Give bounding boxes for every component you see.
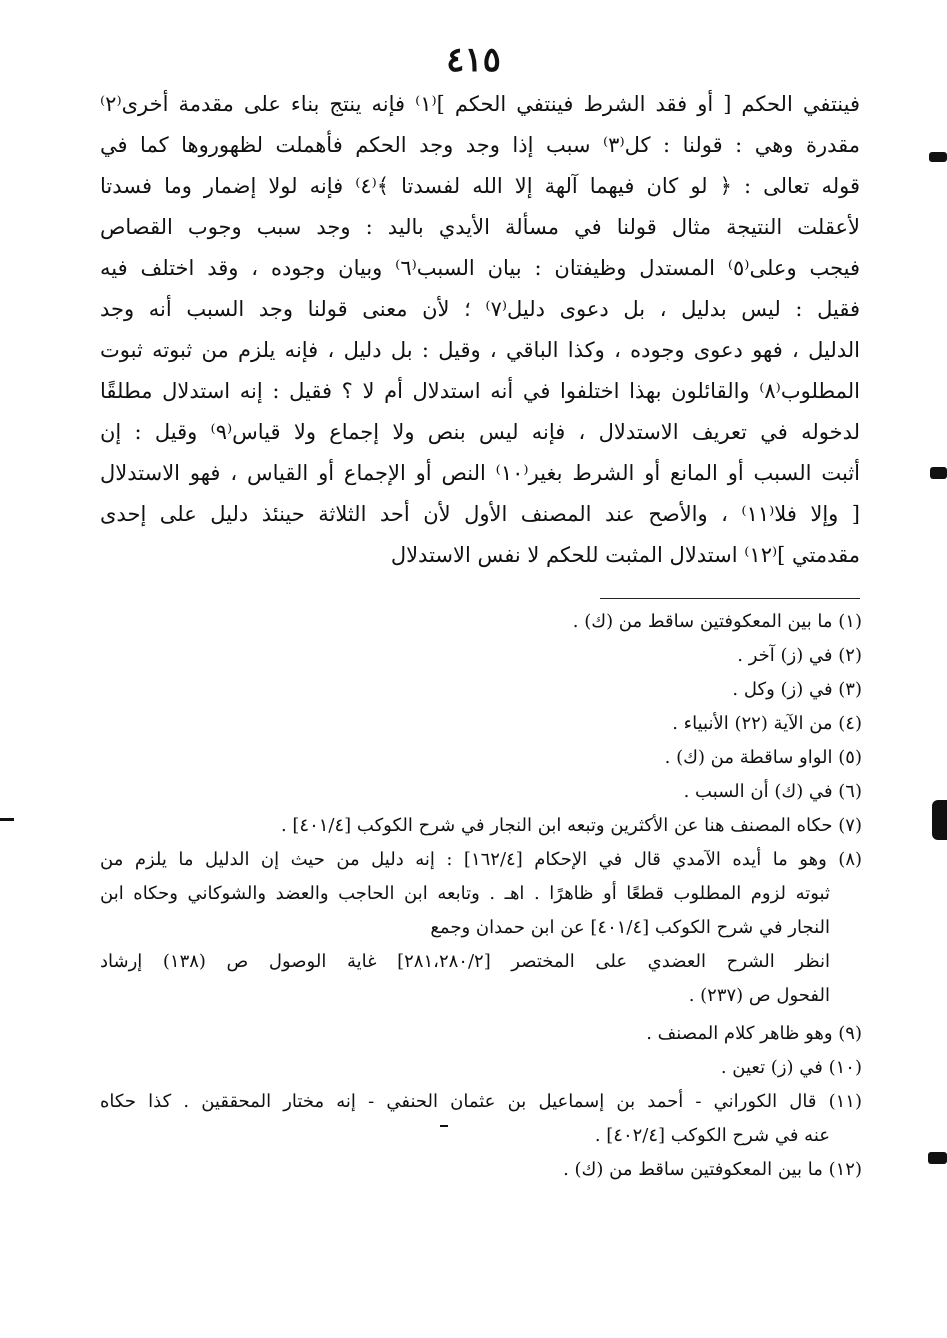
- text-line: فقيل : ليس بدليل ، بل دعوى دليل⁽٧⁾ ؛ لأن معنى قولنا وجد السبب أنه وجد: [100, 297, 860, 321]
- footnote-divider: [600, 598, 860, 599]
- scan-edge-mark: [928, 1152, 947, 1164]
- text-line: أثبت السبب أو المانع أو الشرط بغير⁽١٠⁾ النص أو الإجماع أو القياس ، فهو الاستدلال: [100, 461, 860, 485]
- footnote-8: (٨) وهو ما أيده الآمدي قال في الإحكام [١٦٢/٤] : إنه دليل من حيث إن الدليل ما يلزم من: [100, 849, 862, 870]
- footnote-1: (١) ما بين المعكوفتين ساقط من (ك) .: [572, 611, 862, 632]
- text-line: الدليل ، فهو دعوى وجوده ، وكذا الباقي ، وقيل : بل دليل ، فإنه يلزم من ثبوته ثبوت: [100, 338, 860, 362]
- footnote-12: (١٢) ما بين المعكوفتين ساقط من (ك) .: [563, 1159, 862, 1180]
- footnote-10: (١٠) في (ز) تعين .: [720, 1057, 862, 1078]
- footnote-8-continuation: ثبوته لزوم المطلوب قطعًا أو ظاهرًا . اهـ . وتابعه ابن الحاجب والعضد والشوكاني وحكاه ابن: [100, 883, 830, 904]
- footnote-8-continuation: النجار في شرح الكوكب [٤٠١/٤] عن ابن حمدان وجمع: [430, 917, 830, 938]
- page-number: ٤١٥: [446, 40, 501, 80]
- scan-edge-mark: [930, 467, 947, 479]
- footnote-11: (١١) قال الكوراني - أحمد بن إسماعيل بن عثمان الحنفي - إنه مختار المحققين . كذا حكاه: [100, 1091, 862, 1112]
- text-line: المطلوب⁽٨⁾ والقائلون بهذا اختلفوا في أنه استدلال أم لا ؟ فقيل : إنه استدلال مطلقًا: [100, 379, 860, 403]
- text-line: فينتفي الحكم [ أو فقد الشرط فينتفي الحكم ]⁽١⁾ فإنه ينتج بناء على مقدمة أخرى⁽٢⁾: [100, 92, 860, 116]
- text-line: لأعقلت النتيجة مثال قولنا في مسألة الأيدي باليد : وجد سبب وجوب القصاص: [100, 215, 860, 239]
- footnote-8-continuation: الفحول ص (٢٣٧) .: [688, 985, 830, 1006]
- text-line: لدخوله في تعريف الاستدلال ، فإنه ليس بنص ولا إجماع ولا قياس⁽٩⁾ وقيل : إن: [100, 420, 860, 444]
- footnote-8-continuation: انظر الشرح العضدي على المختصر [٢٨١،٢٨٠/٢] غاية الوصول ص (١٣٨) إرشاد: [100, 951, 830, 972]
- text-line: فيجب وعلى⁽٥⁾ المستدل وظيفتان : بيان السبب⁽٦⁾ وبيان وجوده ، وقد اختلف فيه: [100, 256, 860, 280]
- footnote-5: (٥) الواو ساقطة من (ك) .: [664, 747, 862, 768]
- footnote-4: (٤) من الآية (٢٢) الأنبياء .: [672, 713, 862, 734]
- footnotes: [100, 605, 862, 1187]
- main-text: [100, 84, 860, 576]
- footnote-3: (٣) في (ز) وكل .: [732, 679, 862, 700]
- scan-speck: [440, 1125, 448, 1127]
- footnote-2: (٢) في (ز) آخر .: [737, 645, 862, 666]
- footnote-11-continuation: عنه في شرح الكوكب [٤٠٢/٤] .: [594, 1125, 830, 1146]
- text-line: قوله تعالى : ﴿ لو كان فيهما آلهة إلا الله لفسدتا ﴾⁽٤⁾ فإنه لولا إضمار وما فسدتا: [100, 174, 860, 198]
- footnote-6: (٦) في (ك) أن السبب .: [683, 781, 862, 802]
- footnote-7: (٧) حكاه المصنف هنا عن الأكثرين وتبعه ابن النجار في شرح الكوكب [٤٠١/٤] .: [280, 815, 862, 836]
- scan-edge-mark: [932, 800, 947, 840]
- scan-edge-mark: [929, 152, 947, 162]
- text-line: [ وإلا فلا⁽١١⁾ ، والأصح عند المصنف الأول لأن أحد الثلاثة حينئذ دليل على إحدى: [100, 502, 860, 526]
- scan-edge-mark: [0, 818, 14, 821]
- text-line: مقدرة وهي : قولنا : كل⁽٣⁾ سبب إذا وجد وجد الحكم فأهملت لظهوروها كما في: [100, 133, 860, 157]
- text-line: مقدمتي ]⁽١٢⁾ استدلال المثبت للحكم لا نفس الاستدلال: [390, 543, 860, 567]
- footnote-9: (٩) وهو ظاهر كلام المصنف .: [646, 1023, 862, 1044]
